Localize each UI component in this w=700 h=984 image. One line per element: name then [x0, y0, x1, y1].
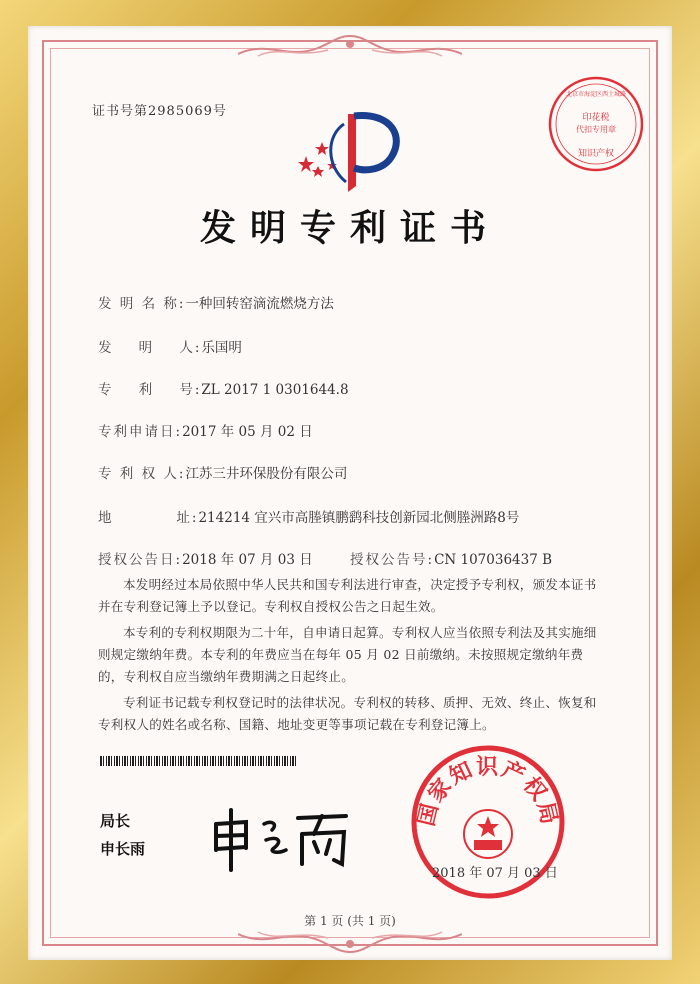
filing-date-label: 专利申请日: — [98, 424, 183, 440]
inventor-row — [98, 336, 242, 356]
tax-stamp-icon — [546, 74, 646, 174]
director-name: 申长雨 — [100, 840, 146, 858]
invention-name-value: 一种回转窑滴流燃烧方法 — [185, 296, 334, 312]
announce-number-value: CN 107036437 B — [434, 552, 553, 568]
patentee-label: 专 利 权 人: — [98, 466, 186, 482]
certificate-title: 发明专利证书 — [199, 207, 500, 249]
certificate-paper — [28, 26, 672, 960]
filing-date-row — [98, 420, 313, 440]
patentee-value: 江苏三井环保股份有限公司 — [185, 466, 348, 482]
svg-text:印花税: 印花税 — [582, 113, 610, 123]
patentee-row — [98, 462, 347, 482]
patent-number-label: 专 利 号: — [98, 382, 202, 398]
invention-name-label: 发 明 名 称: — [98, 296, 186, 312]
paragraph-3: 专利证书记载专利权登记时的法律状况。专利权的转移、质押、无效、终止、恢复和专利权人的姓名或名称、国籍、地址变更等事项记载在专利登记簿上。 — [98, 695, 597, 732]
announce-date-label: 授权公告日: — [98, 552, 183, 568]
address-value: 214214 宜兴市高塍镇鹏鹞科技创新园北侧塍洲路8号 — [198, 510, 520, 526]
director-signature-icon — [206, 794, 356, 874]
paragraph-1: 本发明经过本局依照中华人民共和国专利法进行审查，决定授予专利权，颁发本证书并在专利登记簿上予以登记。专利权自授权公告之日起生效。 — [98, 577, 597, 614]
address-label: 地 址: — [98, 510, 199, 526]
paragraph-2: 本专利的专利权期限为二十年，自申请日起算。专利权人应当依照专利法及其实施细则规定缴纳年费。本专利的年费应当在每年 05 月 02 日前缴纳。未按照规定缴纳年费的，专利权自应当缴纳年费期满之日起终止。 — [98, 625, 597, 684]
patent-number-row — [98, 378, 349, 398]
svg-text:知识产权: 知识产权 — [577, 149, 615, 159]
bottom-ornament — [238, 926, 462, 956]
address-row — [98, 506, 519, 526]
page-number: 第 1 页 (共 1 页) — [304, 914, 396, 928]
inventor-value: 乐国明 — [201, 340, 242, 356]
announce-number-label: 授权公告号: — [350, 552, 435, 568]
certificate-number: 证书号第2985069号 — [92, 104, 227, 119]
top-ornament — [238, 32, 462, 62]
invention-name-row — [98, 292, 334, 312]
announce-number-row — [350, 548, 552, 568]
announce-date-value: 2018 年 07 月 03 日 — [182, 552, 313, 568]
filing-date-value: 2017 年 05 月 02 日 — [182, 424, 313, 440]
svg-text:代扣专用章: 代扣专用章 — [576, 125, 616, 134]
patent-office-logo-icon — [296, 106, 406, 192]
patent-number-value: ZL 2017 1 0301644.8 — [201, 382, 349, 398]
barcode-icon — [100, 756, 296, 766]
inventor-label: 发 明 人: — [98, 340, 202, 356]
svg-text:北京市海淀区西土城路: 北京市海淀区西土城路 — [565, 91, 627, 98]
announce-date-row — [98, 548, 313, 568]
seal-date: 2018 年 07 月 03 日 — [432, 866, 558, 881]
svg-text:国家知识产权局: 国家知识产权局 — [414, 755, 562, 829]
director-title: 局长 — [100, 812, 131, 830]
